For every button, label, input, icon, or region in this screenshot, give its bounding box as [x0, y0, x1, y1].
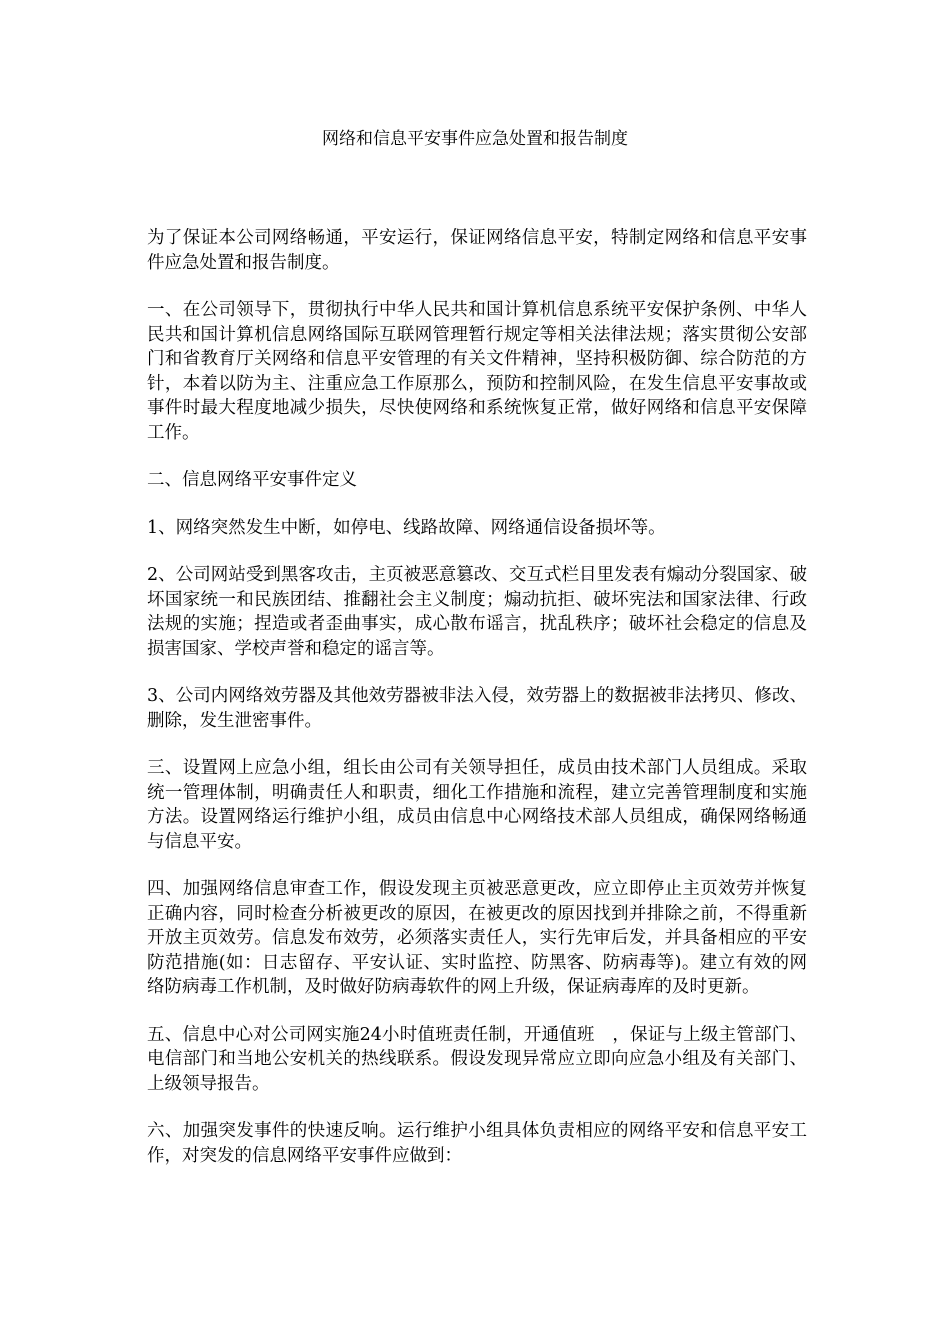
definition-item-3: 3、公司内网络效劳器及其他效劳器被非法入侵，效劳器上的数据被非法拷贝、修改、删除，发生泄密事件。: [147, 686, 807, 731]
section-6-paragraph: 六、加强突发事件的快速反响。运行维护小组具体负责相应的网络平安和信息平安工作，对突发的信息网络平安事件应做到：: [147, 1121, 807, 1166]
document-title: 网络和信息平安事件应急处置和报告制度: [322, 129, 628, 149]
section-2-heading: 二、信息网络平安事件定义: [147, 470, 357, 490]
definition-item-1: 1、网络突然发生中断，如停电、线路故障、网络通信设备损坏等。: [147, 517, 666, 538]
section-5-paragraph: 五、信息中心对公司网实施24小时值班责任制，开通值班 ，保证与上级主管部门、电信部门和当地公安机关的热线联系。假设发现异常应立即向应急小组及有关部门、上级领导报告。: [147, 1024, 807, 1094]
definition-item-2: 2、公司网站受到黑客攻击，主页被恶意篡改、交互式栏目里发表有煽动分裂国家、破坏国家统一和民族团结、推翻社会主义制度；煽动抗拒、破坏宪法和国家法律、行政法规的实施；捏造或者歪曲事实，成心散布谣言，扰乱秩序；破坏社会稳定的信息及损害国家、学校声誉和稳定的谣言等。: [147, 565, 807, 659]
section-4-paragraph: 四、加强网络信息审查工作，假设发现主页被恶意更改，应立即停止主页效劳并恢复正确内容，同时检查分析被更改的原因，在被更改的原因找到并排除之前，不得重新开放主页效劳。信息发布效劳，必须落实责任人，实行先审后发，并具备相应的平安防范措施(如：日志留存、平安认证、实时监控、防黑客、防病毒等)。建立有效的网络防病毒工作机制，及时做好防病毒软件的网上升级，保证病毒库的及时更新。: [147, 879, 807, 997]
intro-paragraph: 为了保证本公司网络畅通，平安运行，保证网络信息平安，特制定网络和信息平安事件应急处置和报告制度。: [147, 228, 807, 273]
section-1-paragraph: 一、在公司领导下，贯彻执行中华人民共和国计算机信息系统平安保护条例、中华人民共和国计算机信息网络国际互联网管理暂行规定等相关法律法规；落实贯彻公安部门和省教育厅关网络和信息平安管理的有关文件精神，坚持积极防御、综合防范的方针，本着以防为主、注重应急工作原那么，预防和控制风险，在发生信息平安事故或事件时最大程度地减少损失，尽快使网络和系统恢复正常，做好网络和信息平安保障工作。: [147, 300, 807, 443]
section-3-paragraph: 三、设置网上应急小组，组长由公司有关领导担任，成员由技术部门人员组成。采取统一管理体制，明确责任人和职责，细化工作措施和流程，建立完善管理制度和实施方法。设置网络运行维护小组，成员由信息中心网络技术部人员组成，确保网络畅通与信息平安。: [147, 758, 807, 852]
document-body: [147, 226, 807, 1191]
